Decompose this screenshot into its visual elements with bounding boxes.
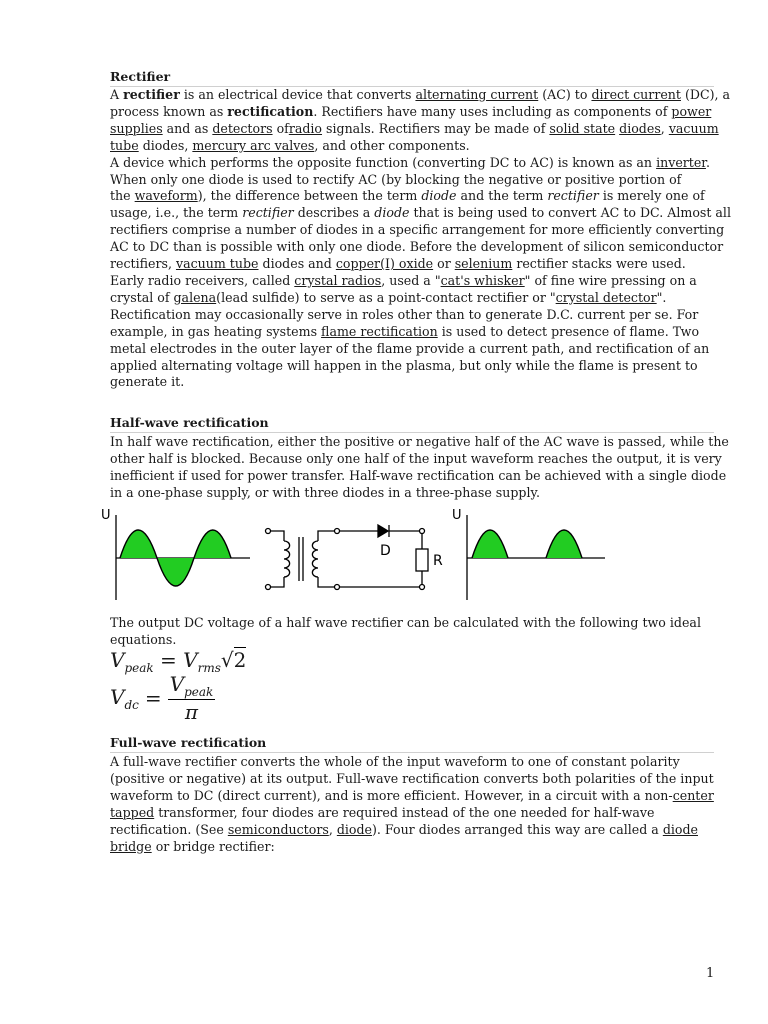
equation-vdc	[110, 672, 215, 724]
text-run: signals. Rectifiers may be made of	[322, 120, 550, 136]
bold-term: rectification	[227, 103, 314, 119]
hyperlink[interactable]: detectors	[212, 120, 273, 136]
text-line	[110, 771, 714, 788]
text-line	[110, 87, 731, 104]
text-run: . Rectifiers have many uses including as components of	[313, 103, 672, 119]
half-wave-equations-intro	[110, 615, 714, 649]
text-line	[110, 788, 714, 805]
output-terminal-top	[335, 529, 340, 534]
half-wave-body	[110, 434, 729, 502]
text-line	[110, 450, 722, 468]
hyperlink[interactable]: diode	[662, 821, 698, 837]
hyperlink[interactable]: crystal detector	[555, 289, 657, 305]
resistor-label: R	[433, 553, 443, 569]
hyperlink[interactable]: galena	[173, 289, 217, 305]
text-run: equations.	[110, 631, 177, 647]
heading-rule	[110, 432, 714, 433]
text-run: ,	[328, 821, 337, 837]
input-waveform-plot	[101, 508, 250, 600]
text-line	[110, 104, 714, 121]
text-run: A device which performs the opposite function (converting DC to AC) is known as an	[110, 154, 657, 170]
input-terminal-top	[266, 529, 271, 534]
italic-term: rectifier	[242, 205, 294, 221]
text-line	[110, 434, 729, 451]
secondary-wire-bottom	[318, 577, 334, 587]
hyperlink[interactable]: flame rectification	[321, 323, 438, 339]
text-run: AC to DC than is possible with only one diode. Before the development of silicon semiconductor	[110, 239, 724, 255]
italic-term: rectifier	[547, 188, 599, 204]
text-run: (lead sulfide) to serve as a point-contact rectifier or "	[216, 289, 556, 305]
wire-diode-to-resistor	[389, 531, 422, 549]
text-run: ".	[656, 289, 667, 305]
hyperlink[interactable]: vacuum tube	[175, 256, 259, 272]
text-run: rectifiers,	[110, 256, 176, 272]
text-line	[110, 324, 714, 341]
text-run: (positive or negative) at its output. Full-wave rectification converts both polarities of the input	[110, 770, 714, 786]
text-run: or bridge rectifier:	[151, 838, 275, 854]
text-line	[110, 358, 714, 375]
text-line	[110, 120, 719, 138]
text-line	[110, 485, 714, 502]
section-heading-rectifier: Rectifier	[110, 69, 171, 84]
eq1-lhs-subscript: peak	[124, 661, 154, 675]
text-run: In half wave rectification, either the positive or negative half of the AC wave is passed, while the	[110, 434, 729, 449]
output-waveform-plot	[452, 508, 605, 600]
text-run: , used a "	[381, 272, 441, 288]
hyperlink[interactable]: diodes	[619, 120, 661, 136]
diode-symbol	[378, 525, 388, 537]
hyperlink[interactable]: bridge	[110, 838, 152, 854]
italic-term: diode	[421, 188, 457, 204]
text-run: inefficient if used for power transfer. Half-wave rectification can be achieved with a single diode	[110, 467, 727, 483]
input-axis-label: U	[101, 508, 111, 523]
text-run: applied alternating voltage will happen in the plasma, but only while the flame is present to	[110, 357, 698, 373]
text-run: A full-wave rectifier converts the whole of the input waveform to one of constant polarity	[110, 754, 680, 769]
text-run: is an electrical device that converts	[179, 87, 416, 102]
hyperlink[interactable]: semiconductors	[227, 821, 329, 837]
wire-return	[340, 571, 422, 587]
primary-wire-bottom	[270, 577, 284, 587]
text-line	[110, 256, 714, 273]
text-run: diodes,	[138, 137, 193, 153]
text-run: usage, i.e., the term	[110, 205, 243, 221]
secondary-wire-top	[318, 531, 334, 541]
text-line	[110, 222, 725, 239]
eq1-lhs: V	[110, 648, 125, 672]
output-axis-label: U	[452, 508, 462, 523]
input-terminal-bottom	[266, 585, 271, 590]
eq2-denominator: π	[184, 700, 199, 724]
hyperlink[interactable]: tube	[110, 137, 139, 153]
hyperlink[interactable]: vacuum	[668, 120, 719, 136]
text-run: ). Four diodes arranged this way are called a	[372, 821, 663, 837]
circuit-schematic	[266, 525, 429, 590]
text-run: the	[110, 188, 135, 204]
hyperlink[interactable]: inverter	[656, 154, 706, 170]
text-line	[110, 188, 714, 205]
hyperlink[interactable]: waveform	[134, 188, 198, 204]
text-run: Early radio receivers, called	[110, 272, 295, 288]
text-run: that is being used to convert AC to DC. Almost all	[409, 205, 731, 221]
hyperlink[interactable]: power	[671, 103, 712, 119]
text-line	[110, 615, 714, 632]
eq1-rhs: V	[183, 648, 198, 672]
hyperlink[interactable]: direct current	[591, 87, 681, 102]
eq1-equals: =	[160, 648, 177, 672]
text-line	[110, 805, 714, 822]
eq1-rhs-subscript: rms	[197, 661, 221, 675]
rectifier-body	[110, 87, 731, 391]
text-run: example, in gas heating systems	[110, 323, 322, 339]
hyperlink[interactable]: radio	[288, 120, 323, 136]
output-terminal-bottom	[335, 585, 340, 590]
page-number: 1	[706, 966, 715, 981]
hyperlink[interactable]: copper(I) oxide	[335, 256, 434, 272]
text-line	[110, 754, 714, 771]
hyperlink[interactable]: alternating current	[415, 87, 539, 102]
text-run: process known as	[110, 103, 228, 119]
transformer-primary-coil	[284, 541, 290, 577]
text-run: waveform to DC (direct current), and is more efficient. However, in a circuit with a non-	[110, 787, 673, 803]
text-run: (DC), a	[680, 87, 731, 102]
transformer-secondary-coil	[312, 541, 318, 577]
text-run: describes a	[293, 205, 375, 221]
eq2-lhs-subscript: dc	[124, 697, 139, 712]
bold-term: rectifier	[123, 87, 180, 102]
eq2-equals: =	[144, 686, 162, 710]
text-line	[110, 172, 714, 189]
section-heading-full-wave: Full-wave rectification	[110, 735, 267, 750]
square-root-icon: √	[220, 648, 234, 672]
hyperlink[interactable]: selenium	[454, 256, 513, 272]
eq2-lhs: V	[110, 684, 125, 709]
eq2-numerator: $V_{peak}$	[169, 672, 214, 699]
text-line	[110, 307, 714, 324]
hyperlink[interactable]: solid state	[549, 120, 616, 136]
text-run: other half is blocked. Because only one half of the input waveform reaches the output, it is very	[110, 450, 722, 466]
text-run: , and other components.	[314, 137, 470, 153]
half-wave-rectifier-diagram	[100, 505, 620, 605]
text-line	[110, 374, 714, 391]
text-run: ,	[660, 120, 669, 136]
italic-term: diode	[374, 205, 410, 221]
text-run: metal electrodes in the outer layer of the flame provide a current path, and rectification of an	[110, 340, 710, 356]
load-terminal-bottom	[420, 585, 425, 590]
text-run: in a one-phase supply, or with three diodes in a three-phase supply.	[110, 484, 540, 500]
equation-vpeak	[110, 648, 246, 675]
hyperlink[interactable]: crystal radios	[294, 272, 382, 288]
text-run: rectification. (See	[110, 821, 228, 837]
hyperlink[interactable]: center	[672, 787, 714, 803]
heading-rule	[110, 752, 714, 753]
text-run: generate it.	[110, 374, 185, 390]
text-line	[110, 822, 714, 839]
text-run: " of fine wire pressing on a	[524, 272, 697, 288]
text-run: Rectification may occasionally serve in roles other than to generate D.C. current per se. For	[110, 306, 699, 322]
text-run: The output DC voltage of a half wave rectifier can be calculated with the following two ideal	[110, 615, 701, 630]
hyperlink[interactable]: cat's whisker	[440, 272, 525, 288]
hyperlink[interactable]: diode	[336, 821, 373, 837]
diode-label: D	[380, 543, 391, 559]
text-run: and the term	[456, 188, 548, 204]
text-run: diodes and	[258, 256, 336, 272]
text-run: crystal of	[110, 289, 174, 305]
text-run: ), the difference between the term	[197, 188, 422, 204]
text-line	[110, 290, 714, 307]
load-terminal-top	[420, 529, 425, 534]
text-run: When only one diode is used to rectify AC (by blocking the negative or positive portion of	[110, 171, 682, 187]
text-run: is used to detect presence of flame. Two	[437, 323, 700, 339]
text-line	[110, 467, 727, 485]
eq2-fraction	[168, 672, 216, 724]
hyperlink[interactable]: supplies	[110, 120, 163, 136]
text-run: (AC) to	[538, 87, 592, 102]
text-run: of	[272, 120, 289, 136]
text-run: .	[705, 154, 710, 170]
eq1-root-argument: 2	[233, 648, 247, 672]
text-run: and as	[162, 120, 213, 136]
section-heading-half-wave: Half-wave rectification	[110, 415, 269, 430]
full-wave-body	[110, 754, 714, 855]
text-run: transformer, four diodes are required instead of the one needed for half-wave	[154, 804, 655, 820]
text-line	[110, 205, 731, 222]
text-line	[110, 839, 714, 856]
text-run: or	[433, 256, 455, 272]
text-line	[110, 155, 714, 172]
text-run: rectifiers comprise a number of diodes in a specific arrangement for more efficiently converting	[110, 222, 725, 238]
text-run: A	[110, 87, 124, 102]
text-line	[110, 341, 714, 358]
text-line	[110, 239, 724, 256]
text-line	[110, 273, 714, 290]
text-line	[110, 632, 714, 649]
resistor-symbol	[416, 549, 428, 571]
hyperlink[interactable]: tapped	[110, 804, 155, 820]
text-run: is merely one of	[598, 188, 705, 204]
hyperlink[interactable]: mercury arc valves	[192, 137, 315, 153]
text-line	[110, 138, 714, 155]
primary-wire-top	[270, 531, 284, 541]
text-run: rectifier stacks were used.	[512, 256, 686, 272]
